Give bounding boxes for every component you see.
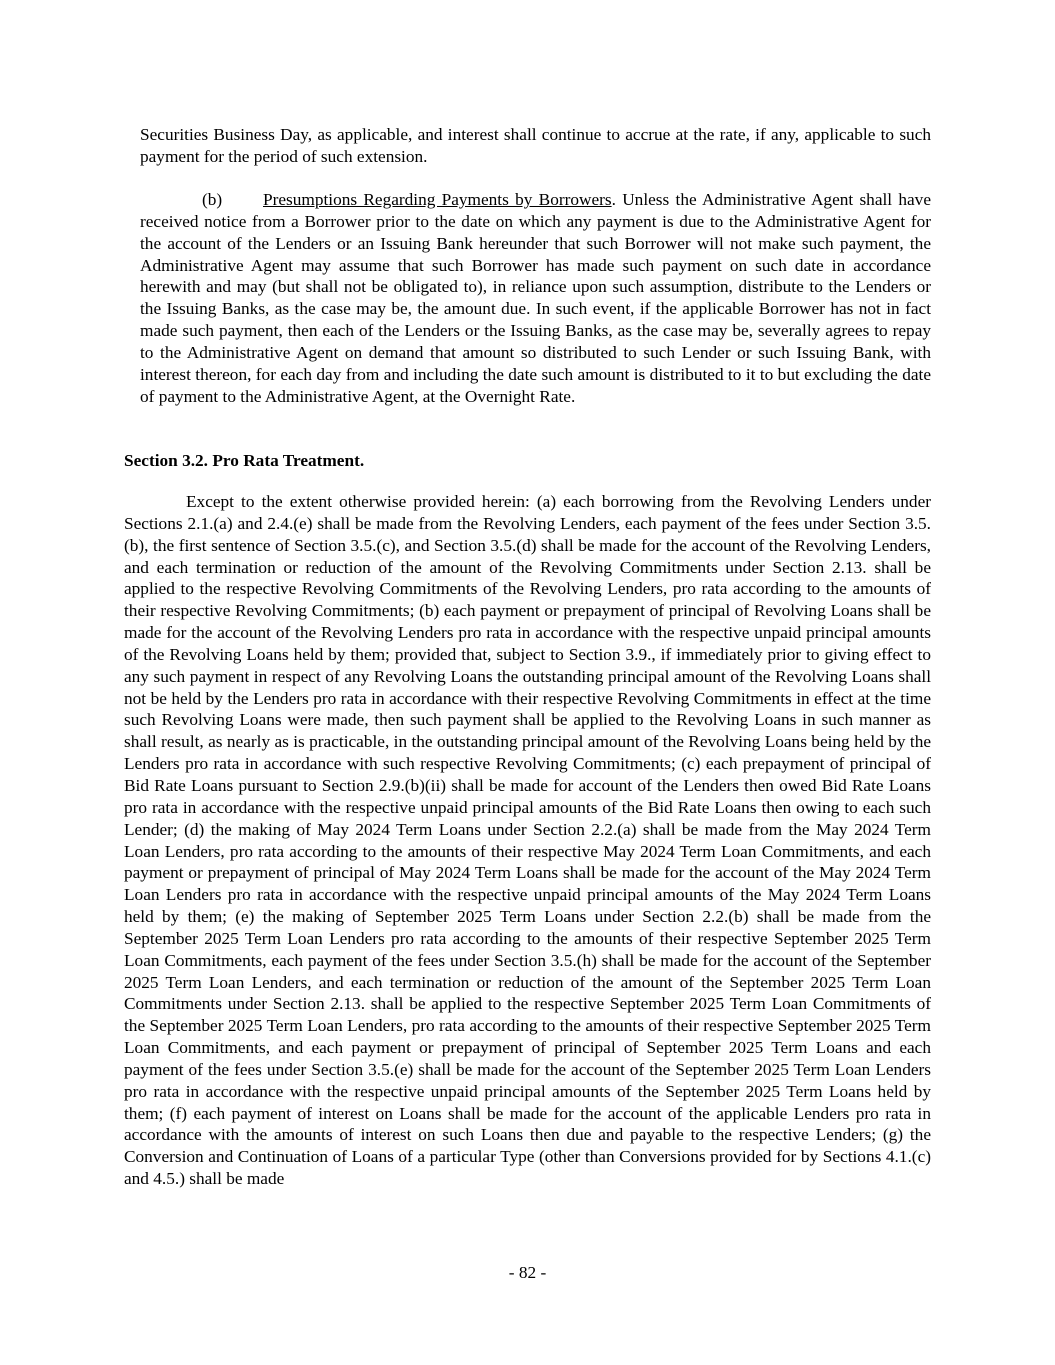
subsection-b-text: . Unless the Administrative Agent shall have received notice from a Borrower prior to the date on which any payment is due to the Administrative Agent for the account of the Lenders or an Issuing Bank hereunder that such Borrower will not make such payment, the Administrative Agent may assume that such Borrower has made such payment on such date in accordance herewith and may (but shall not be obligated to), in reliance upon such assumption, distribute to the Lenders or the Issuing Banks, as the case may be, the amount due. In such event, if the applicable Borrower has not in fact made such payment, then each of the Lenders or the Issuing Banks, as the case may be, severally agrees to repay to the Administrative Agent on demand that amount so distributed to such Lender or such Issuing Bank, with interest thereon, for each day from and including the date such amount is distributed to it to but excluding the date of payment to the Administrative Agent, at the Overnight Rate. bbox=[140, 190, 931, 406]
subsection-b-paragraph bbox=[140, 189, 931, 407]
page-number: - 82 - bbox=[508, 1263, 547, 1282]
continuation-paragraph: Securities Business Day, as applicable, and interest shall continue to accrue at the rate, if any, applicable to such payment for the period of such extension. bbox=[140, 125, 931, 166]
section-body-paragraph: Except to the extent otherwise provided herein: (a) each borrowing from the Revolving Lenders under Sections 2.1.(a) and 2.4.(e) shall be made from the Revolving Lenders, each payment of the fees under Section 3.5.(b), the first sentence of Section 3.5.(c), and Section 3.5.(d) shall be made for the account of the Revolving Lenders, and each termination or reduction of the amount of the Revolving Commitments under Section 2.13. shall be applied to the respective Revolving Commitments of the Revolving Lenders, pro rata according to the amounts of their respective Revolving Commitments; (b) each payment or prepayment of principal of Revolving Loans shall be made for the account of the Revolving Lenders pro rata in accordance with the respective unpaid principal amounts of the Revolving Loans held by them; provided that, subject to Section 3.9., if immediately prior to giving effect to any such payment in respect of any Revolving Loans the outstanding principal amount of the Revolving Loans shall not be held by the Lenders pro rata in accordance with their respective Revolving Commitments in effect at the time such Revolving Loans were made, then such payment shall be applied to the Revolving Loans in such manner as shall result, as nearly as is practicable, in the outstanding principal amount of the Revolving Loans being held by the Lenders pro rata in accordance with such respective Revolving Commitments; (c) each prepayment of principal of Bid Rate Loans pursuant to Section 2.9.(b)(ii) shall be made for account of the Lenders then owed Bid Rate Loans pro rata in accordance with the respective unpaid principal amounts of the Bid Rate Loans then owing to each such Lender; (d) the making of May 2024 Term Loans under Section 2.2.(a) shall be made from the May 2024 Term Loan Lenders, pro rata according to the amounts of their respective May 2024 Term Loan Commitments, and each payment or prepayment of principal of May 2024 Term Loans shall be made for the account of the May 2024 Term Loan Lenders pro rata in accordance with the respective unpaid principal amounts of the May 2024 Term Loans held by them; (e) the making of September 2025 Term Loans under Section 2.2.(b) shall be made from the September 2025 Term Loan Lenders pro rata according to the amounts of their respective September 2025 Term Loan Commitments, each payment of the fees under Section 3.5.(h) shall be made for the account of the September 2025 Term Loan Lenders, and each termination or reduction of the amount of the September 2025 Term Loan Commitments under Section 2.13. shall be applied to the respective September 2025 Term Loan Commitments of the September 2025 Term Loan Lenders, pro rata according to the amounts of their respective September 2025 Term Loan Commitments, and each payment or prepayment of principal of September 2025 Term Loans and each payment of the fees under Section 3.5.(e) shall be made for the account of the September 2025 Term Loan Lenders pro rata in accordance with the respective unpaid principal amounts of the September 2025 Term Loans held by them; (f) each payment of interest on Loans shall be made for the account of the applicable Lenders pro rata in accordance with the amounts of interest on such Loans then due and payable to the respective Lenders; (g) the Conversion and Continuation of Loans of a particular Type (other than Conversions provided for by Sections 4.1.(c) and 4.5.) shall be made bbox=[124, 492, 931, 1189]
subsection-b-label: (b) bbox=[202, 190, 223, 209]
subsection-b-caption: Presumptions Regarding Payments by Borrowers bbox=[263, 190, 612, 209]
section-heading: Section 3.2. Pro Rata Treatment. bbox=[124, 451, 365, 470]
